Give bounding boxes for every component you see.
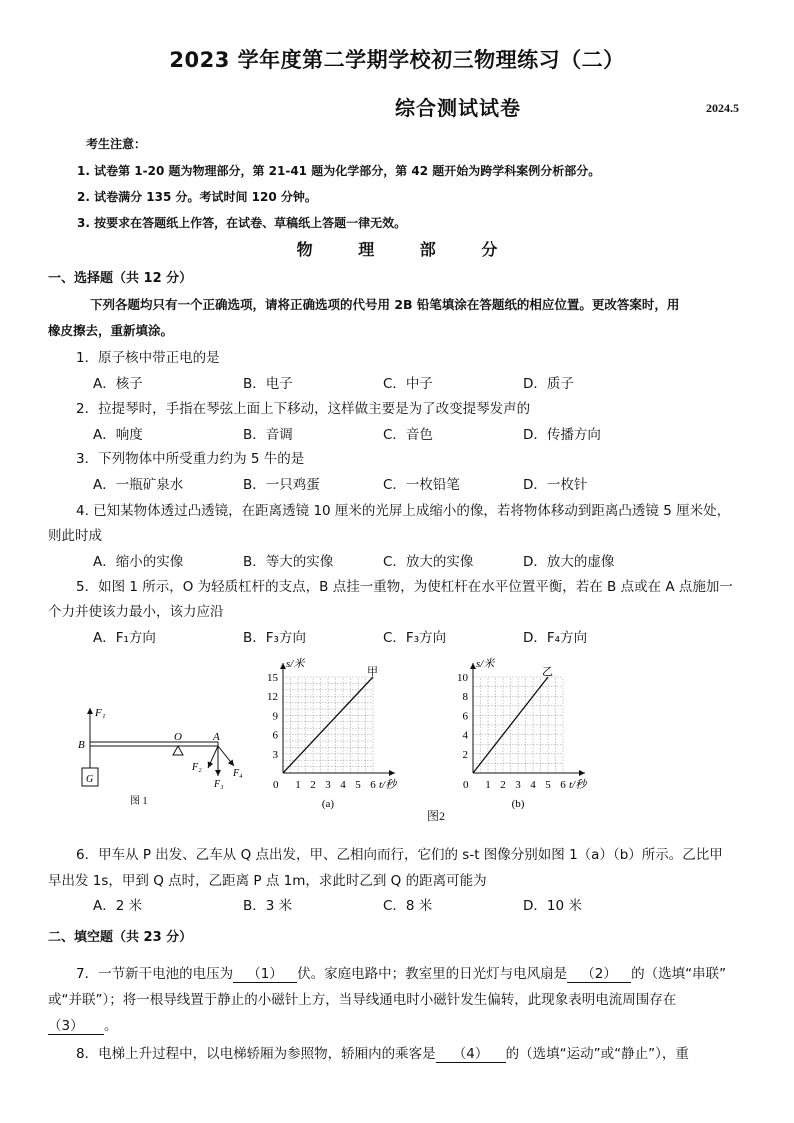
label-o: O	[174, 731, 182, 743]
q2-option-d: D．传播方向	[523, 427, 601, 443]
question-1-stem: 1．原子核中带正电的是	[76, 350, 220, 366]
origin-label: 0	[463, 779, 469, 791]
notice-item-3: 3. 按要求在答题纸上作答，在试卷、草稿纸上答题一律无效。	[77, 216, 407, 230]
q5-option-d: D．F₄方向	[523, 630, 588, 646]
question-8-line1	[76, 1042, 689, 1063]
notice-item-1: 1. 试卷第 1-20 题为物理部分，第 21-41 题为化学部分，第 42 题开始为跨学科案例分析部分。	[77, 164, 601, 178]
x-tick-label: 4	[340, 779, 346, 791]
q2-option-c: C．音色	[383, 427, 433, 443]
question-7-line1	[76, 962, 726, 983]
q3-option-c: C．一枚铅笔	[383, 477, 460, 493]
notice-heading: 考生注意：	[86, 137, 147, 151]
q6-option-a: A．2 米	[93, 898, 143, 914]
y-tick-label: 6	[272, 729, 278, 742]
q7-blank-3: （3）	[48, 1014, 104, 1035]
force-f4-arrow	[218, 746, 234, 766]
y-axis-label: s/米	[476, 658, 495, 670]
x-tick-label: 3	[325, 779, 331, 791]
figure-2-caption: 图2	[427, 809, 446, 823]
question-5-stem: 5．如图 1 所示，O 为轻质杠杆的支点，B 点挂一重物，为使杠杆在水平位置平衡，若在 B 点或在 A 点施加一	[76, 579, 733, 595]
origin-label: 0	[273, 779, 279, 791]
question-6-stem-cont: 早出发 1s，甲到 Q 点时，乙距离 P 点 1m，求此时乙到 Q 的距离可能为	[48, 873, 487, 889]
series-name-label: 乙	[542, 666, 553, 678]
q2-option-a: A．响度	[93, 427, 143, 443]
q6-option-b: B．3 米	[243, 898, 293, 914]
figure-1-caption: 图 1	[130, 796, 148, 807]
lever-bar	[90, 742, 218, 746]
fulcrum-triangle	[173, 746, 183, 755]
x-tick-label: 1	[295, 779, 301, 791]
question-4-stem-cont: 则此时成	[48, 528, 102, 544]
x-axis-arrow	[579, 770, 585, 776]
x-axis-label: t/秒	[379, 779, 397, 791]
y-tick-label: 12	[267, 691, 278, 704]
y-tick-label: 8	[462, 691, 468, 704]
x-tick-label: 5	[355, 779, 361, 791]
x-tick-label: 4	[530, 779, 536, 791]
q7-text-3: 的（选填“串联”	[631, 966, 727, 982]
q1-option-b: B．电子	[243, 376, 293, 392]
y-tick-label: 4	[462, 729, 468, 742]
graph-a-st	[255, 655, 405, 815]
q1-option-d: D．质子	[523, 376, 574, 392]
x-axis-arrow	[389, 770, 395, 776]
label-a: A	[213, 731, 220, 743]
q1-option-a: A．核子	[93, 376, 143, 392]
label-f2: F₂	[192, 762, 202, 773]
y-tick-label: 15	[267, 672, 278, 684]
q4-option-d: D．放大的虚像	[523, 554, 615, 570]
force-f2-arrow	[208, 746, 218, 768]
q4-option-b: B．等大的实像	[243, 554, 334, 570]
q4-option-a: A．缩小的实像	[93, 554, 184, 570]
question-5-stem-cont: 个力并使该力最小，该力应沿	[48, 604, 224, 620]
x-tick-label: 6	[370, 779, 376, 791]
exam-date: 2024.5	[706, 101, 739, 115]
q4-option-c: C．放大的实像	[383, 554, 474, 570]
question-4-stem: 4. 已知某物体透过凸透镜，在距离透镜 10 厘米的光屏上成缩小的像，若将物体移动到距离凸透镜 5 厘米处，	[76, 503, 731, 519]
question-7-line3	[48, 1014, 118, 1035]
q6-option-c: C．8 米	[383, 898, 433, 914]
exam-subtitle: 综合测试试卷	[395, 96, 521, 120]
q3-option-d: D．一枚针	[523, 477, 588, 493]
graph-b-st	[445, 655, 615, 815]
q8-text-2: 的（选填“运动”或“静止”），重	[505, 1046, 689, 1062]
x-tick-label: 2	[500, 779, 506, 791]
y-tick-label: 6	[462, 710, 468, 723]
q1-option-c: C．中子	[383, 376, 433, 392]
section1-instruction: 下列各题均只有一个正确选项，请将正确选项的代号用 2B 铅笔填涂在答题纸的相应位置。更改答案时，用	[90, 297, 680, 312]
part-title: 物 理 部 分	[296, 240, 518, 259]
y-tick-label: 9	[272, 710, 278, 723]
q7-text-4: 。	[104, 1018, 118, 1034]
question-7-line2: 或“并联”）；将一根导线置于静止的小磁针上方，当导线通电时小磁针发生偏转，此现象表明电流周围存在	[48, 992, 677, 1008]
y-tick-label: 2	[462, 748, 468, 761]
section2-heading: 二、填空题（共 23 分）	[48, 930, 193, 945]
exam-title: 2023 学年度第二学期学校初三物理练习（二）	[169, 48, 625, 72]
q7-text-1: 7．一节新干电池的电压为	[76, 966, 234, 982]
section1-instruction-cont: 橡皮擦去，重新填涂。	[48, 323, 174, 338]
x-tick-label: 6	[560, 779, 566, 791]
graph-sub-caption: (b)	[511, 798, 525, 810]
series-name-label: 甲	[367, 666, 378, 678]
x-tick-label: 5	[545, 779, 551, 791]
q5-option-a: A．F₁方向	[93, 630, 156, 646]
label-f4: F₄	[233, 768, 243, 779]
q8-text-1: 8．电梯上升过程中，以电梯轿厢为参照物，轿厢内的乘客是	[76, 1046, 436, 1062]
q5-option-b: B．F₃方向	[243, 630, 306, 646]
q7-blank-1: （1）	[233, 962, 297, 983]
y-tick-label: 10	[457, 672, 468, 684]
y-axis-label: s/米	[286, 658, 305, 670]
label-b: B	[78, 739, 85, 751]
x-tick-label: 2	[310, 779, 316, 791]
section1-heading: 一、选择题（共 12 分）	[48, 271, 193, 286]
label-f1: F₁	[95, 707, 106, 719]
x-tick-label: 3	[515, 779, 521, 791]
x-axis-label: t/秒	[569, 779, 587, 791]
q3-option-b: B．一只鸡蛋	[243, 477, 320, 493]
question-6-stem: 6．甲车从 P 出发、乙车从 Q 点出发，甲、乙相向而行，它们的 s-t 图像分别如图 1（a）（b）所示。乙比甲	[76, 847, 723, 863]
question-2-stem: 2．拉提琴时，手指在琴弦上面上下移动，这样做主要是为了改变提琴发声的	[76, 401, 531, 417]
q5-option-c: C．F₃方向	[383, 630, 447, 646]
q2-option-b: B．音调	[243, 427, 293, 443]
q3-option-a: A．一瓶矿泉水	[93, 477, 184, 493]
y-tick-label: 3	[272, 748, 278, 761]
x-tick-label: 1	[485, 779, 491, 791]
figure-1-lever	[70, 700, 250, 810]
q7-text-2: 伏。家庭电路中；教室里的日光灯与电风扇是	[297, 966, 568, 982]
notice-item-2: 2. 试卷满分 135 分。考试时间 120 分钟。	[77, 190, 317, 204]
label-f3: F₃	[214, 779, 224, 790]
question-3-stem: 3．下列物体中所受重力约为 5 牛的是	[76, 451, 305, 467]
q8-blank-4: （4）	[436, 1042, 506, 1063]
graph-sub-caption: (a)	[321, 798, 335, 810]
q6-option-d: D．10 米	[523, 898, 582, 914]
q7-blank-2: （2）	[567, 962, 631, 983]
label-g: G	[86, 774, 94, 785]
